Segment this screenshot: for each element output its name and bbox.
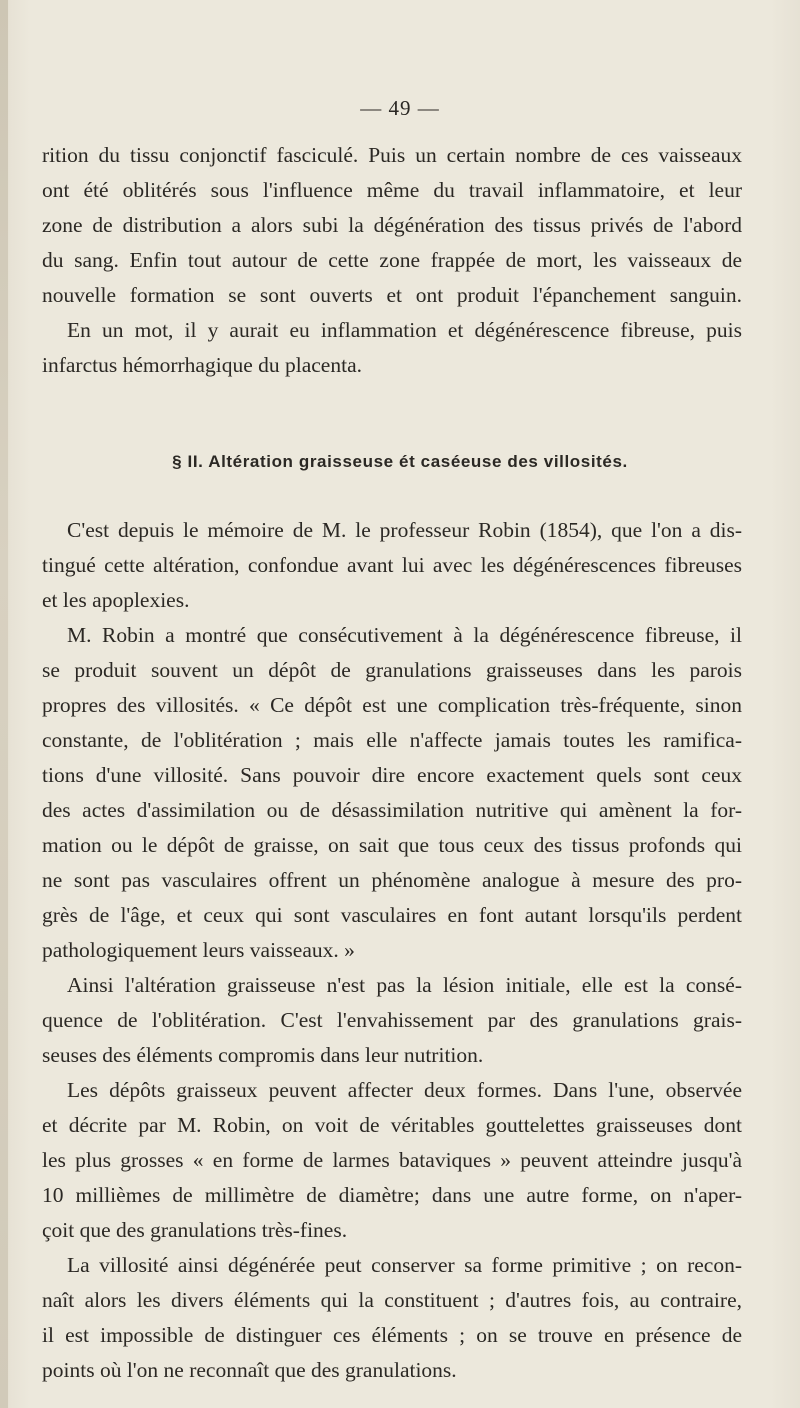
text-line: propres des villosités. « Ce dépôt est une complication très-fréquente, sinon: [42, 693, 742, 717]
text-line: ne sont pas vasculaires offrent un phénomène analogue à mesure des pro-: [42, 868, 742, 892]
text-line: des actes d'assimilation ou de désassimilation nutritive qui amènent la for-: [42, 798, 742, 822]
text-line: points où l'on ne reconnaît que des granulations.: [42, 1358, 457, 1382]
text-line: du sang. Enfin tout autour de cette zone frappée de mort, les vaisseaux de: [42, 248, 742, 272]
text-line: constante, de l'oblitération ; mais elle n'affecte jamais toutes les ramifica-: [42, 728, 742, 752]
text-line: 10 millièmes de millimètre de diamètre; dans une autre forme, on n'aper-: [42, 1183, 742, 1207]
text-line: çoit que des granulations très-fines.: [42, 1218, 348, 1242]
page-binding-edge: [0, 0, 8, 1408]
text-line: La villosité ainsi dégénérée peut conserver sa forme primitive ; on recon-: [67, 1253, 742, 1277]
text-line: et décrite par M. Robin, on voit de véritables gouttelettes graisseuses dont: [42, 1113, 742, 1137]
text-line: mation ou le dépôt de graisse, on sait que tous ceux des tissus profonds qui: [42, 833, 742, 857]
text-line: pathologiquement leurs vaisseaux. »: [42, 938, 355, 962]
text-line: rition du tissu conjonctif fasciculé. Puis un certain nombre de ces vaisseaux: [42, 143, 742, 167]
text-line: nouvelle formation se sont ouverts et ont produit l'épanchement sanguin.: [42, 283, 742, 307]
text-line: Les dépôts graisseux peuvent affecter deux formes. Dans l'une, observée: [67, 1078, 742, 1102]
text-line: tions d'une villosité. Sans pouvoir dire encore exactement quels sont ceux: [42, 763, 742, 787]
text-line: naît alors les divers éléments qui la constituent ; d'autres fois, au contraire,: [42, 1288, 742, 1312]
text-line: ont été oblitérés sous l'influence même du travail inflammatoire, et leur: [42, 178, 742, 202]
text-line: M. Robin a montré que consécutivement à la dégénérescence fibreuse, il: [67, 623, 742, 647]
text-line: seuses des éléments compromis dans leur nutrition.: [42, 1043, 484, 1067]
text-line: et les apoplexies.: [42, 588, 190, 612]
text-line: se produit souvent un dépôt de granulations graisseuses dans les parois: [42, 658, 742, 682]
text-line: les plus grosses « en forme de larmes bataviques » peuvent atteindre jusqu'à: [42, 1148, 742, 1172]
section-heading: § II. Altération graisseuse ét caséeuse des villosités.: [172, 452, 628, 471]
text-line: grès de l'âge, et ceux qui sont vasculaires en font autant lorsqu'ils perdent: [42, 903, 742, 927]
text-line: zone de distribution a alors subi la dégénération des tissus privés de l'abord: [42, 213, 742, 237]
page-number: — 49 —: [360, 96, 440, 120]
text-line: En un mot, il y aurait eu inflammation et dégénérescence fibreuse, puis: [67, 318, 742, 342]
text-line: infarctus hémorrhagique du placenta.: [42, 353, 362, 377]
text-line: Ainsi l'altération graisseuse n'est pas la lésion initiale, elle est la consé-: [67, 973, 742, 997]
text-line: C'est depuis le mémoire de M. le professeur Robin (1854), que l'on a dis-: [67, 518, 742, 542]
text-line: quence de l'oblitération. C'est l'envahissement par des granulations grais-: [42, 1008, 742, 1032]
text-line: il est impossible de distinguer ces éléments ; on se trouve en présence de: [42, 1323, 742, 1347]
text-line: tingué cette altération, confondue avant lui avec les dégénérescences fibreuses: [42, 553, 742, 577]
